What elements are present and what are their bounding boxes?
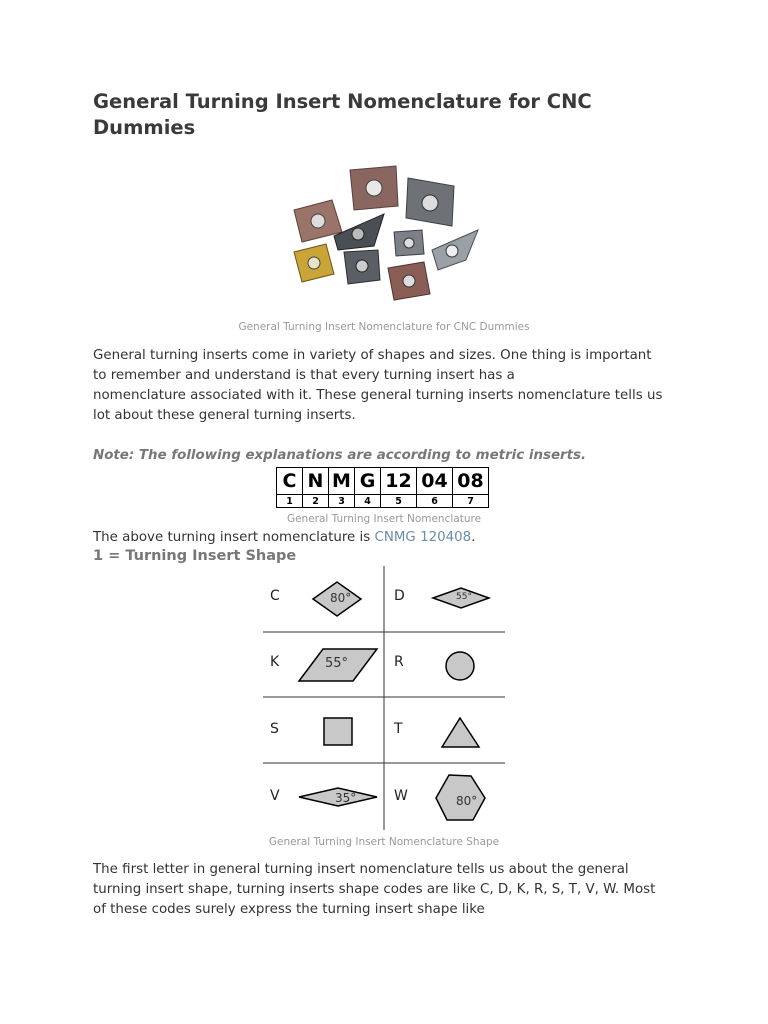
nom-letter: 12 [381,468,417,495]
metric-note: Note: The following explanations are according to metric inserts. [93,448,587,463]
above-text: The above turning insert nomenclature is CNMG 120408. [93,530,476,545]
photo-caption: General Turning Insert Nomenclature for CNC Dummies [238,321,530,333]
nom-letter: 04 [417,468,453,495]
nom-position: 4 [355,495,381,508]
insert-copper-bottom [388,262,430,300]
nom-position: 6 [417,495,453,508]
intro-line: General turning inserts come in variety of shapes and sizes. One thing is important [93,348,652,363]
nom-position: 1 [277,495,303,508]
nom-letter: N [303,468,329,495]
shape-c-angle: 80° [330,591,352,605]
shape-v-angle: 35° [335,791,357,805]
shape-caption: General Turning Insert Nomenclature Shape [268,836,500,848]
shape-r-icon [446,652,474,680]
insert-code: CNMG 120408 [374,530,472,545]
nom-position: 2 [303,495,329,508]
shape-k-code: K [270,654,280,670]
nom-letter: C [277,468,303,495]
shape-s-code: S [270,721,279,737]
insert-grey-large [406,178,454,226]
article-title: General Turning Insert Nomenclature for CNC Dummies [93,90,592,139]
closing-line: turning insert shape, turning inserts shape codes are like C, D, K, R, S, T, V, W. Most [93,882,656,897]
nomenclature-caption: General Turning Insert Nomenclature [286,513,482,525]
nom-letter: G [355,468,381,495]
intro-paragraph [93,346,683,426]
nom-position: 3 [329,495,355,508]
shape-r-code: R [394,654,404,670]
nom-position: 5 [381,495,417,508]
intro-line: nomenclature associated with it. These general turning inserts nomenclature tells us [93,388,663,403]
nomenclature-table [276,467,489,508]
shape-grid [263,566,505,830]
nom-position: 7 [453,495,489,508]
shape-k-angle: 55° [325,656,349,671]
shape-w-code: W [394,788,408,804]
closing-paragraph [93,860,683,920]
intro-line: to remember and understand is that every turning insert has a [93,368,515,383]
shape-s-icon [324,718,352,745]
closing-line: of these codes surely express the turning insert shape like [93,902,485,917]
insert-copper-large [350,166,398,210]
nom-letter: M [329,468,355,495]
shape-t-icon [442,718,479,747]
shape-grid-lines [263,566,505,830]
shape-w-angle: 80° [456,794,478,808]
closing-line: The first letter in general turning insert nomenclature tells us about the general [93,862,629,877]
shape-t-code: T [394,721,403,737]
shape-v-code: V [270,788,280,804]
intro-line: lot about these general turning inserts. [93,408,356,423]
nom-letter: 08 [453,468,489,495]
shape-d-angle: 55° [456,592,472,602]
insert-grey-bottom [344,250,380,284]
shape-c-code: C [270,588,280,604]
inserts-photo [284,148,484,313]
insert-grey-small [394,230,424,256]
section-heading: 1 = Turning Insert Shape [93,548,297,564]
shape-d-code: D [394,588,405,604]
